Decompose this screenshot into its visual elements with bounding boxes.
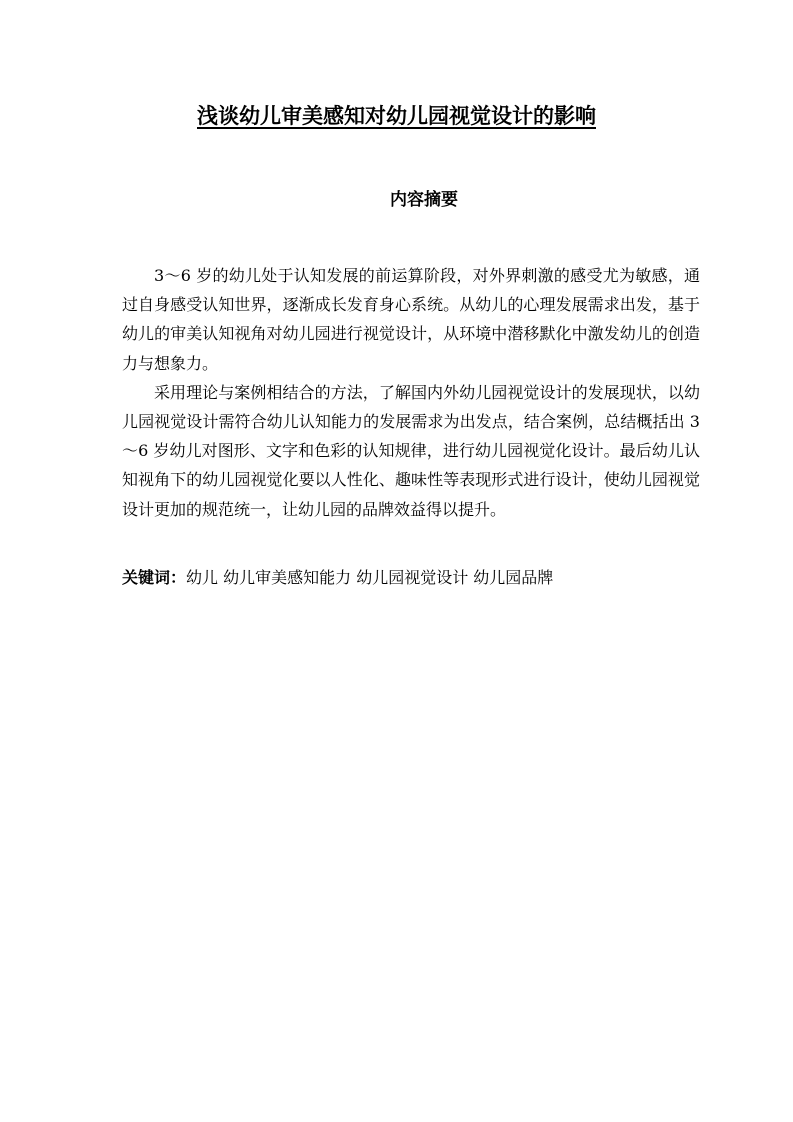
- keywords-label: 关键词：: [122, 568, 187, 587]
- document-title-text: 浅谈幼儿审美感知对幼儿园视觉设计的影响: [197, 104, 596, 128]
- abstract-paragraph-2: 采用理论与案例相结合的方法，了解国内外幼儿园视觉设计的发展现状，以幼儿园视觉设计需符合幼儿认知能力的发展需求为出发点，结合案例，总结概括出 3～6 岁幼儿对图形、文字和色彩的认知规律，进行幼儿园视觉化设计。最后幼儿认知视角下的幼儿园视觉化要以人性化、趣味性等表现形式进行设计，使幼儿园视觉设计更加的规范统一，让幼儿园的品牌效益得以提升。: [122, 382, 700, 519]
- document-title: [0, 101, 793, 131]
- keywords-line: [122, 563, 700, 593]
- abstract-body: [122, 261, 700, 524]
- abstract-paragraph-1: 3～6 岁的幼儿处于认知发展的前运算阶段，对外界刺激的感受尤为敏感，通过自身感受认知世界，逐渐成长发育身心系统。从幼儿的心理发展需求出发，基于幼儿的审美认知视角对幼儿园进行视觉设计，从环境中潜移默化中激发幼儿的创造力与想象力。: [122, 266, 700, 373]
- abstract-heading: 内容摘要: [390, 190, 458, 210]
- keywords-values: 幼儿 幼儿审美感知能力 幼儿园视觉设计 幼儿园品牌: [186, 568, 554, 587]
